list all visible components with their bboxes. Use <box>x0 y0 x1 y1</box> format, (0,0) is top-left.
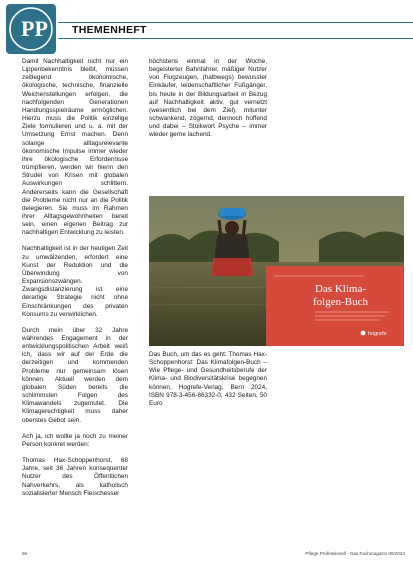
left-text-column <box>22 58 128 506</box>
section-title: THEMENHEFT <box>72 24 147 36</box>
paragraph: höchstens einmal in der Woche, begeisterter Bahnfahrer, mäßiger Nutzer von Flugzeugen, (halbwegs) bewusster Einkäufer, leidenschaftlicher Fußgänger, bis heute in der Bildungsarbeit in Bezug auf Nachhaltigkeit aktiv, gut vernetzt (wesentlich bei dem Ziel), mitunter schwankend, zögernd, dennoch hoffend und dabei – Stoikwort Psyche – immer wieder gerne lachend. <box>149 58 267 139</box>
paragraph: Damit Nachhaltigkeit nicht nur ein Lippenbekenntnis bleibt, müssen zeitlegend ökonomische, ökologische, technische, finanzielle Weichenstellungen erfolgen, die nachfolgenden Generationen Handlungsspielräume ermöglichen. Hierzu muss die Politik einzelige Ziele formulieren und u. a. mit der Umsetzung Ernst machen. Denn solange alltagsrelevante ökonomische Impulse immer wieder ihre ökologische Erfordernisse trümpfieren, werden wir hierin den Strudel von Krisen mit globalen Auswirkungen schlittern. Andererseits kann die Gesellschaft die Probleme nicht nur an die Politik delegieren. Sie muss im Rahmen ihrer Alltagsgewohnheiten bereit sein, einen eigenen Beitrag zur nachhaltigen Entwicklung zu leisten. <box>22 58 128 237</box>
book-cover-image <box>149 196 404 346</box>
page-footer <box>22 551 405 561</box>
book-caption: Das Buch, um das es geht: Thomas Hax-Schoppenhorst: Das Klimafolgen-Buch – Wie Pflege- und Gesundheitsberufe der Klima- und Biodiversitätskrise begegnen können, Hogrefe-Verlag, Bern 2024, ISBN 978-3-456-86332-0, 432 Seiten, 50 Euro <box>149 351 267 407</box>
paragraph: Thomas Hax-Schoppenhorst, 68 Jahre, seit 36 Jahren konsequenter Nutzer des Öffentlichen Nahverkehrs, als katholisch sozialisierter Mensch Fleischesser <box>22 457 128 497</box>
book-title-line-1: Das Klima- <box>315 283 367 295</box>
right-text-column <box>149 58 267 140</box>
book-title-line-2: folgen-Buch <box>313 296 368 308</box>
page-number: 56 <box>22 551 28 556</box>
logo-text: PP <box>21 16 48 41</box>
publisher-logo-icon <box>361 331 366 336</box>
pp-logo-icon <box>6 4 56 54</box>
paragraph: Nachhaltigkeit ist in der heutigen Zeit zu umwälzenden, erfordert eine Kunst der Reduktion und die Überwindung von Expansionszwängen. Zwangsdistanzierung ist eine derartige Strategie nicht ohne Einschränkungen des privaten Konsums zu verwirklichen. <box>22 245 128 318</box>
magazine-logo <box>6 4 56 54</box>
paragraph: Ach ja, ich wollte ja noch zu meiner Person konkret werden: <box>22 432 128 448</box>
section-header <box>58 22 413 39</box>
publisher-name: hogrefe <box>368 331 387 337</box>
book-photo-illustration <box>149 196 404 346</box>
footer-source: Pflege Professionell - Das Fachmagazin 08/2024 <box>305 551 405 556</box>
paragraph: Durch mein über 32 Jahre währendes Engagement in der entwicklungspolitischen Arbeit weiß ich, dass wir auf der Erde die derzeitigen und kommenden Probleme nur gemeinsam lösen können. Aktuell werden dem globalen Süden bereits die schlimmsten Folgen des Klimawandels zugemutet. Die Klimagerechtigkeit muss daher oberstes Gebot sein. <box>22 326 128 424</box>
